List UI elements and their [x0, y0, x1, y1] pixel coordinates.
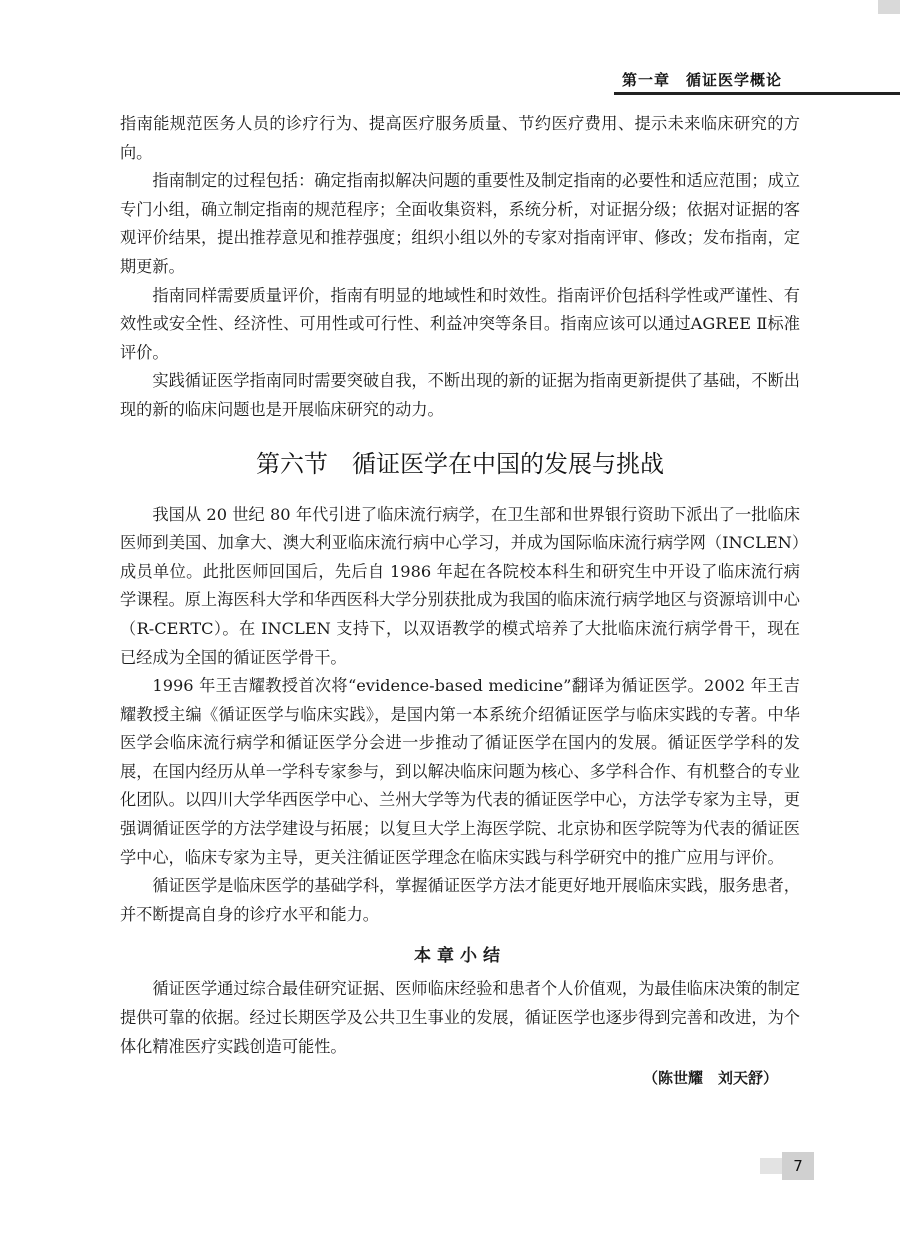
page-content	[120, 110, 800, 1091]
paragraph: 1996 年王吉耀教授首次将“evidence-based medicine”翻译为循证医学。2002 年王吉耀教授主编《循证医学与临床实践》，是国内第一本系统介绍循证医学与临床实践的专著。中华医学会临床流行病学和循证医学分会进一步推动了循证医学在国内的发展。循证医学学科的发展，在国内经历从单一学科专家参与，到以解决临床问题为核心、多学科合作、有机整合的专业化团队。以四川大学华西医学中心、兰州大学等为代表的循证医学中心，方法学专家为主导，更强调循证医学的方法学建设与拓展；以复旦大学上海医学院、北京协和医学院等为代表的循证医学中心，临床专家为主导，更关注循证医学理念在临床实践与科学研究中的推广应用与评价。	[120, 676, 800, 867]
chapter-title: 第一章 循证医学概论	[622, 71, 783, 89]
running-header	[0, 66, 900, 96]
paragraph: 指南制定的过程包括：确定指南拟解决问题的重要性及制定指南的必要性和适应范围；成立专门小组，确立制定指南的规范程序；全面收集资料，系统分析，对证据分级；依据对证据的客观评价结果，提出推荐意见和推荐强度；组织小组以外的专家对指南评审、修改；发布指南，定期更新。	[120, 171, 800, 276]
summary-heading: 本章小结	[414, 946, 506, 967]
paragraph: 指南同样需要质量评价，指南有明显的地域性和时效性。指南评价包括科学性或严谨性、有效性或安全性、经济性、可用性或可行性、利益冲突等条目。指南应该可以通过AGREE Ⅱ标准评价。	[120, 285, 800, 362]
page-footer	[760, 1152, 900, 1180]
section-heading: 第六节 循证医学在中国的发展与挑战	[256, 449, 664, 478]
summary-paragraph: 循证医学通过综合最佳研究证据、医师临床经验和患者个人价值观，为最佳临床决策的制定提供可靠的依据。经过长期医学及公共卫生事业的发展，循证医学也逐步得到完善和改进，为个体化精准医疗实践创造可能性。	[120, 979, 800, 1056]
paragraph: 循证医学是临床医学的基础学科，掌握循证医学方法才能更好地开展临床实践，服务患者，并不断提高自身的诊疗水平和能力。	[120, 876, 800, 924]
author-credit: （陈世耀 刘天舒）	[642, 1069, 778, 1088]
paragraph: 指南能规范医务人员的诊疗行为、提高医疗服务质量、节约医疗费用、提示未来临床研究的方向。	[120, 114, 800, 162]
corner-mark	[878, 0, 900, 14]
header-rule	[614, 92, 900, 95]
page-number: 7	[793, 1157, 803, 1175]
paragraph: 实践循证医学指南同时需要突破自我，不断出现的新的证据为指南更新提供了基础，不断出现的新的临床问题也是开展临床研究的动力。	[120, 371, 800, 419]
paragraph: 我国从 20 世纪 80 年代引进了临床流行病学，在卫生部和世界银行资助下派出了一批临床医师到美国、加拿大、澳大利亚临床流行病中心学习，并成为国际临床流行病学网（INCLEN）成员单位。此批医师回国后，先后自 1986 年起在各院校本科生和研究生中开设了临床流行病学课程。原上海医科大学和华西医科大学分别获批成为我国的临床流行病学地区与资源培训中心（R-CERTC）。在 INCLEN 支持下，以双语教学的模式培养了大批临床流行病学骨干，现在已经成为全国的循证医学骨干。	[120, 504, 800, 667]
